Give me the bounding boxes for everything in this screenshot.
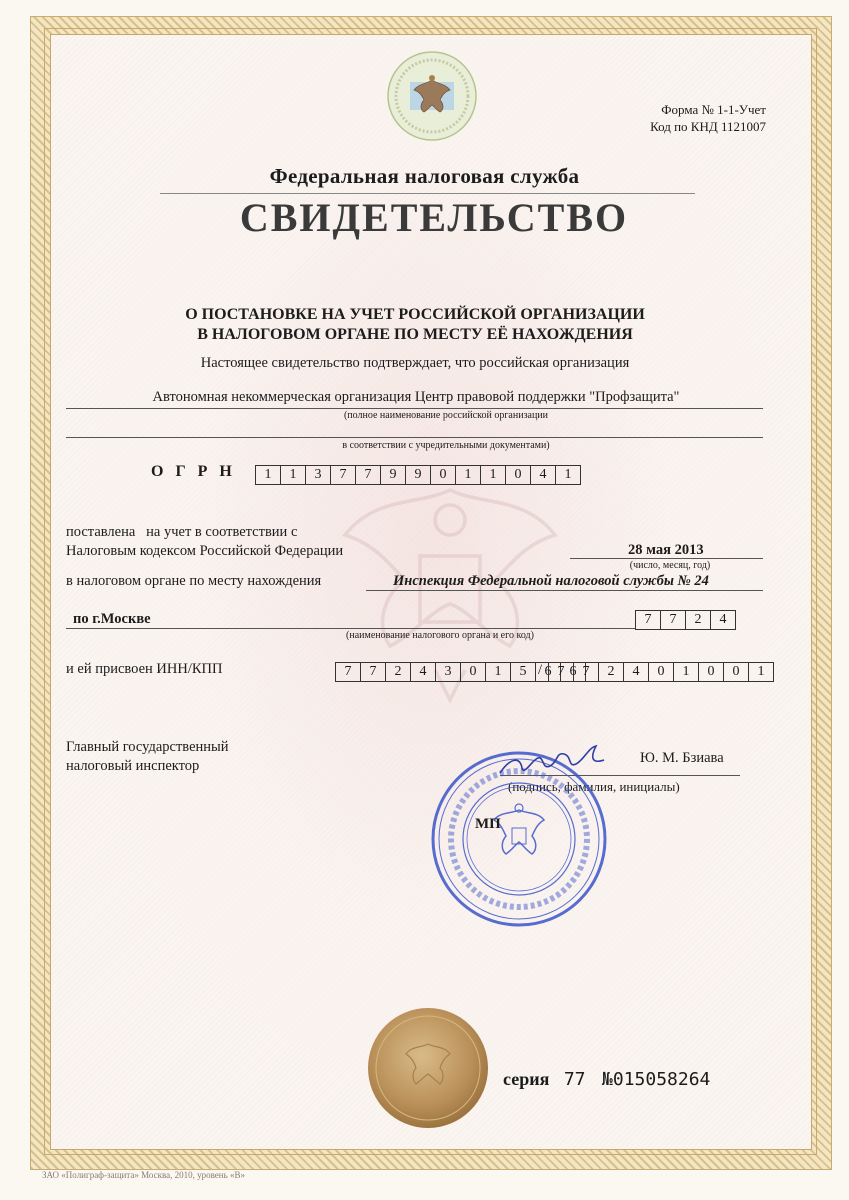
authority-code-digit-cell: 4	[710, 610, 736, 630]
inspector-title-line-2: налоговый инспектор	[66, 758, 200, 774]
city-underline	[66, 628, 636, 629]
ogrn-digit-cell: 1	[455, 465, 481, 485]
inn-digit-cell: 5	[510, 662, 536, 682]
printer-footer: ЗАО «Полиграф-защита» Москва, 2010, уровень «В»	[42, 1170, 245, 1180]
org-name-caption: (полное наименование российской организации	[343, 410, 549, 421]
inn-digit-cell: 7	[335, 662, 361, 682]
inn-digit-cell: 2	[385, 662, 411, 682]
registration-line-2: Налоговым кодексом Российской Федерации	[66, 543, 344, 559]
date-underline	[570, 558, 763, 559]
gold-seal-icon	[366, 1006, 490, 1130]
seal-place-label: МП	[475, 816, 501, 832]
founding-docs-caption: в соответствии с учредительными документами)	[342, 440, 550, 451]
authority-label: в налоговом органе по месту нахождения	[66, 573, 322, 589]
document-title: СВИДЕТЕЛЬСТВО	[239, 195, 629, 240]
series-doc-number: №015058264	[602, 1069, 711, 1090]
kpp-digit-cell: 7	[548, 662, 574, 682]
series-value: 77	[563, 1069, 586, 1090]
document-subtitle	[0, 305, 830, 345]
inspector-title	[66, 738, 229, 776]
kpp-cells	[549, 662, 774, 682]
ogrn-digit-cell: 7	[355, 465, 381, 485]
inspector-title-line-1: Главный государственный	[66, 739, 229, 755]
ogrn-digit-cell: 9	[405, 465, 431, 485]
series-label: серия	[503, 1069, 550, 1089]
kpp-digit-cell: 0	[723, 662, 749, 682]
ogrn-label: ОГРН	[151, 463, 244, 480]
kpp-digit-cell: 1	[748, 662, 774, 682]
kpp-digit-cell: 4	[623, 662, 649, 682]
kpp-digit-cell: 0	[648, 662, 674, 682]
registration-date: 28 мая 2013	[628, 542, 704, 558]
inspector-name: Ю. М. Бзиава	[640, 750, 724, 766]
signature-caption: (подпись, фамилия, инициалы)	[508, 779, 680, 794]
authority-underline	[366, 590, 763, 591]
registration-text	[66, 523, 343, 561]
subtitle-line-2: В НАЛОГОВОМ ОРГАНЕ ПО МЕСТУ ЕЁ НАХОЖДЕНИЯ	[197, 326, 633, 343]
holographic-emblem-icon	[386, 50, 478, 142]
knd-code-line: Код по КНД 1121007	[650, 119, 766, 134]
authority-code-digit-cell: 7	[635, 610, 661, 630]
org-name-underline	[66, 408, 763, 409]
authority-name: Инспекция Федеральной налоговой службы № 24	[393, 573, 709, 589]
inn-kpp-label: и ей присвоен ИНН/КПП	[66, 661, 223, 677]
inn-digit-cell: 0	[460, 662, 486, 682]
registration-line-1: поставлена на учет в соответствии с	[66, 524, 298, 540]
series-number	[503, 1069, 710, 1090]
ogrn-digit-cell: 3	[305, 465, 331, 485]
confirmation-text: Настоящее свидетельство подтверждает, что российская организация	[200, 355, 630, 371]
ogrn-digit-cell: 1	[255, 465, 281, 485]
kpp-digit-cell: 2	[598, 662, 624, 682]
agency-name: Федеральная налоговая служба	[269, 164, 580, 188]
inn-kpp-separator: /	[538, 662, 543, 678]
authority-code-digit-cell: 2	[685, 610, 711, 630]
org-name-underline-2	[66, 437, 763, 438]
inn-digit-cell: 3	[435, 662, 461, 682]
ogrn-cells	[256, 465, 581, 485]
ogrn-digit-cell: 4	[530, 465, 556, 485]
ogrn-digit-cell: 9	[380, 465, 406, 485]
signature-icon	[492, 738, 612, 788]
subtitle-line-1: О ПОСТАНОВКЕ НА УЧЕТ РОССИЙСКОЙ ОРГАНИЗАЦИИ	[185, 306, 645, 323]
ogrn-digit-cell: 1	[280, 465, 306, 485]
inn-digit-cell: 1	[485, 662, 511, 682]
ogrn-digit-cell: 1	[480, 465, 506, 485]
authority-caption: (наименование налогового органа и его код)	[346, 630, 534, 641]
inn-digit-cell: 4	[410, 662, 436, 682]
inn-digit-cell: 7	[360, 662, 386, 682]
form-number-line: Форма № 1-1-Учет	[661, 102, 766, 117]
authority-code-digit-cell: 7	[660, 610, 686, 630]
inn-digit-cell: 6	[560, 662, 586, 682]
form-number	[650, 101, 766, 135]
ogrn-digit-cell: 1	[555, 465, 581, 485]
kpp-digit-cell: 7	[573, 662, 599, 682]
ogrn-digit-cell: 7	[330, 465, 356, 485]
kpp-digit-cell: 1	[673, 662, 699, 682]
authority-city: по г.Москве	[73, 611, 151, 627]
organization-name: Автономная некоммерческая организация Центр правовой поддержки "Профзащита"	[152, 389, 680, 405]
kpp-digit-cell: 0	[698, 662, 724, 682]
authority-code-cells	[636, 610, 736, 630]
inn-digit-cell: 6	[535, 662, 561, 682]
ogrn-digit-cell: 0	[505, 465, 531, 485]
date-caption: (число, месяц, год)	[629, 560, 711, 571]
ogrn-digit-cell: 0	[430, 465, 456, 485]
